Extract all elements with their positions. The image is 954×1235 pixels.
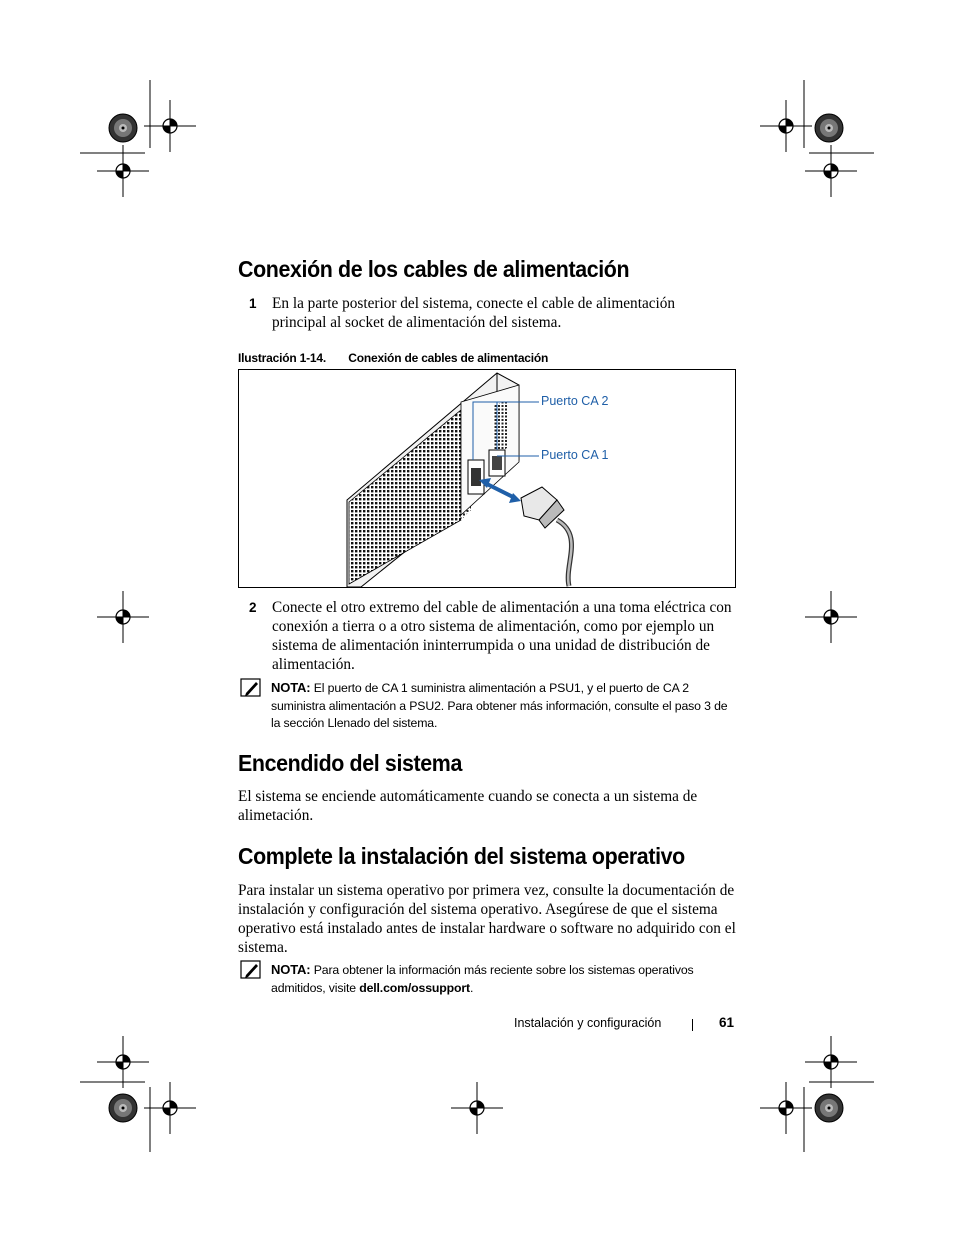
registration-mark-icon — [451, 1082, 503, 1134]
footer-section-title: Instalación y configuración — [514, 1016, 662, 1030]
note-text: El puerto de CA 1 suministra alimentación a PSU1, y el puerto de CA 2 suministra alimentación a PSU2. Para obtener más información, consulte el paso 3 de la sección Llenado del sistema. — [271, 681, 728, 730]
footer-divider — [692, 1019, 693, 1031]
note-pencil-icon — [240, 678, 262, 698]
support-link[interactable]: dell.com/ossupport — [359, 980, 470, 995]
note-suffix: . — [469, 980, 474, 995]
figure-caption — [238, 351, 548, 365]
registration-mark-icon — [97, 591, 149, 643]
note-block — [271, 961, 737, 997]
section-heading-power-cables: Conexión de los cables de alimentación — [238, 256, 630, 282]
figure-label: Ilustración 1-14. — [238, 351, 326, 365]
registration-mark-icon — [144, 100, 196, 152]
section-heading-os-install: Complete la instalación del sistema operativo — [238, 843, 685, 869]
step-number: 1 — [249, 296, 257, 311]
figure-frame — [238, 369, 736, 588]
step-text: En la parte posterior del sistema, conecte el cable de alimentación principal al socket de alimentación del sistema. — [272, 295, 676, 331]
callout-ac-port-2: Puerto CA 2 — [541, 394, 609, 408]
registration-mark-icon — [805, 591, 857, 643]
note-pencil-icon — [240, 960, 262, 980]
step-number: 2 — [249, 600, 257, 615]
figure-title: Conexión de cables de alimentación — [348, 351, 549, 365]
registration-mark-icon — [144, 1082, 196, 1134]
note-text: Para obtener la información más reciente sobre los sistemas operativos admitidos, visite — [271, 963, 694, 995]
print-star-target-icon — [109, 1094, 137, 1122]
power-connection-illustration — [239, 370, 735, 587]
note-block — [271, 679, 737, 733]
note-label: NOTA: — [271, 962, 311, 977]
registration-mark-icon — [805, 1036, 857, 1088]
section-body: Para instalar un sistema operativo por primera vez, consulte la documentación de instalación y configuración del sistema operativo. Asegúrese de que el sistema operativo está instalado antes de instalar hardware o software no adquirido con el sistema. — [238, 882, 736, 956]
print-star-target-icon — [109, 114, 137, 142]
note-label: NOTA: — [271, 680, 311, 695]
callout-ac-port-1: Puerto CA 1 — [541, 448, 609, 462]
registration-mark-icon — [97, 1036, 149, 1088]
print-star-target-icon — [815, 1094, 843, 1122]
step-text: Conecte el otro extremo del cable de alimentación a una toma eléctrica con conexión a tierra o a otro sistema de alimentación, como por ejemplo un sistema de alimentación ininterrumpida o una unidad de distribución de alimentación. — [272, 599, 732, 673]
print-star-target-icon — [815, 114, 843, 142]
section-body: El sistema se enciende automáticamente cuando se conecta a un sistema de alimetación. — [238, 788, 698, 824]
section-heading-power-on: Encendido del sistema — [238, 750, 462, 776]
page-number: 61 — [719, 1015, 735, 1030]
